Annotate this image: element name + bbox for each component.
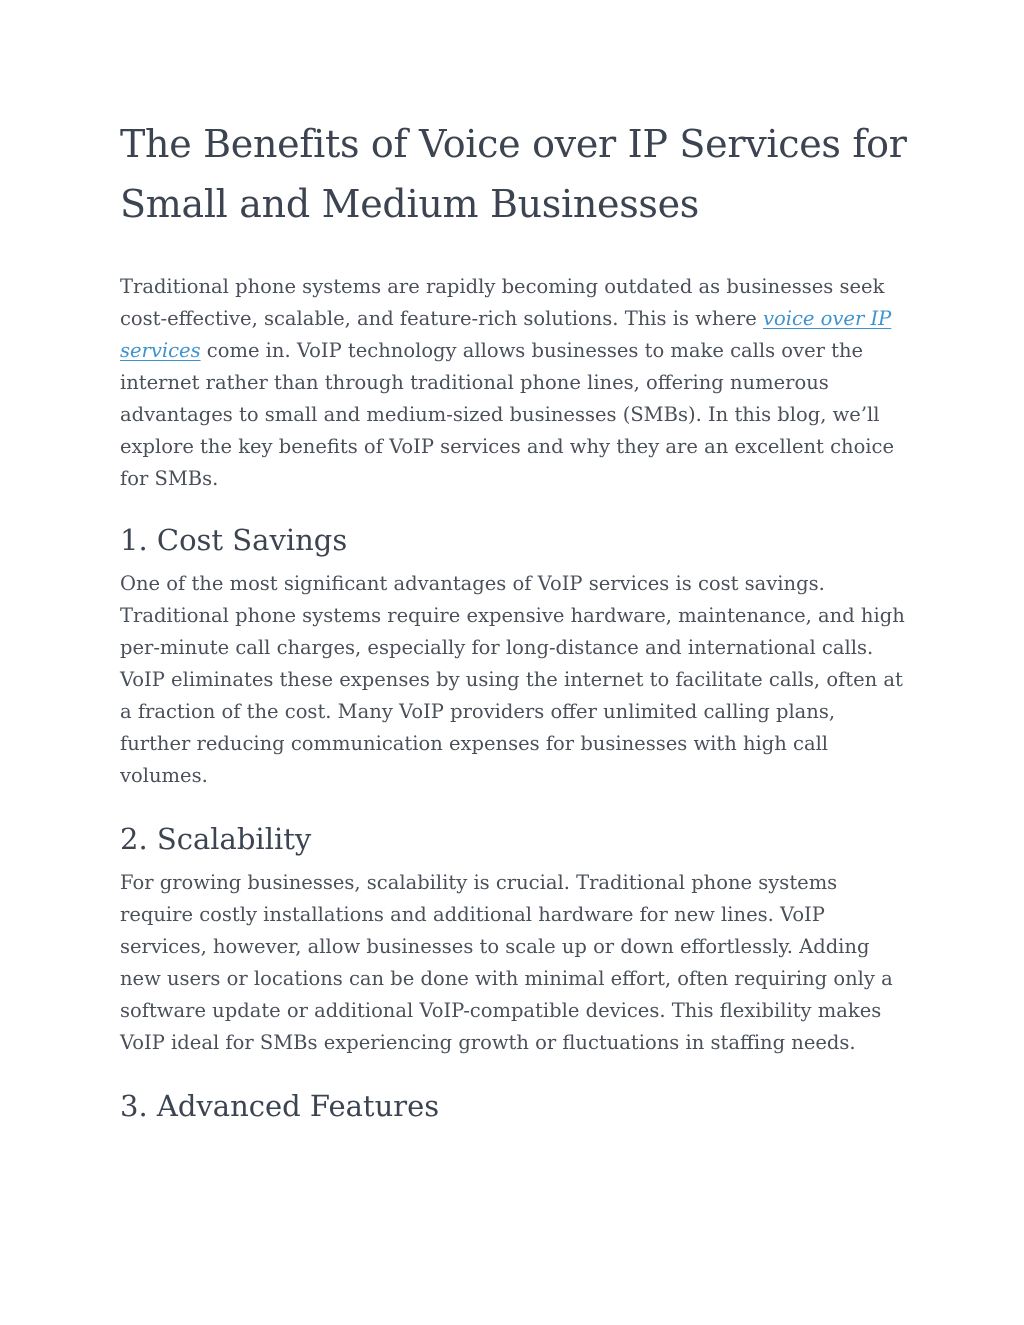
intro-text-before-link: Traditional phone systems are rapidly becoming outdated as businesses seek cost-effective, scalable, and feature-rich solutions. This is where [120,275,885,330]
voip-services-link[interactable]: voice over IP services [120,307,892,362]
intro-text-after-link: come in. VoIP technology allows businesses to make calls over the internet rather than through traditional phone lines, offering numerous advantages to small and medium-sized businesses (SMBs). In this blog, we’ll explore the key benefits of VoIP services and why they are an excellent choice for SMBs. [120,339,895,490]
section-heading-scalability: 2. Scalability [120,822,312,856]
page-title: The Benefits of Voice over IP Services for Small and Medium Businesses [120,122,907,226]
section-heading-cost-savings: 1. Cost Savings [120,523,348,557]
section-heading-advanced-features: 3. Advanced Features [120,1089,440,1123]
intro-paragraph [120,271,910,495]
document-page [120,114,910,1126]
section-body-cost-savings: One of the most significant advantages of VoIP services is cost savings. Traditional phone systems require expensive hardware, maintenance, and high per-minute call charges, especially for long-distance and international calls. VoIP eliminates these expenses by using the internet to facilitate calls, often at a fraction of the cost. Many VoIP providers offer unlimited calling plans, further reducing communication expenses for businesses with high call volumes. [120,572,905,787]
section-body-scalability: For growing businesses, scalability is crucial. Traditional phone systems require costly installations and additional hardware for new lines. VoIP services, however, allow businesses to scale up or down effortlessly. Adding new users or locations can be done with minimal effort, often requiring only a software update or additional VoIP-compatible devices. This flexibility makes VoIP ideal for SMBs experiencing growth or fluctuations in staffing needs. [120,871,893,1054]
